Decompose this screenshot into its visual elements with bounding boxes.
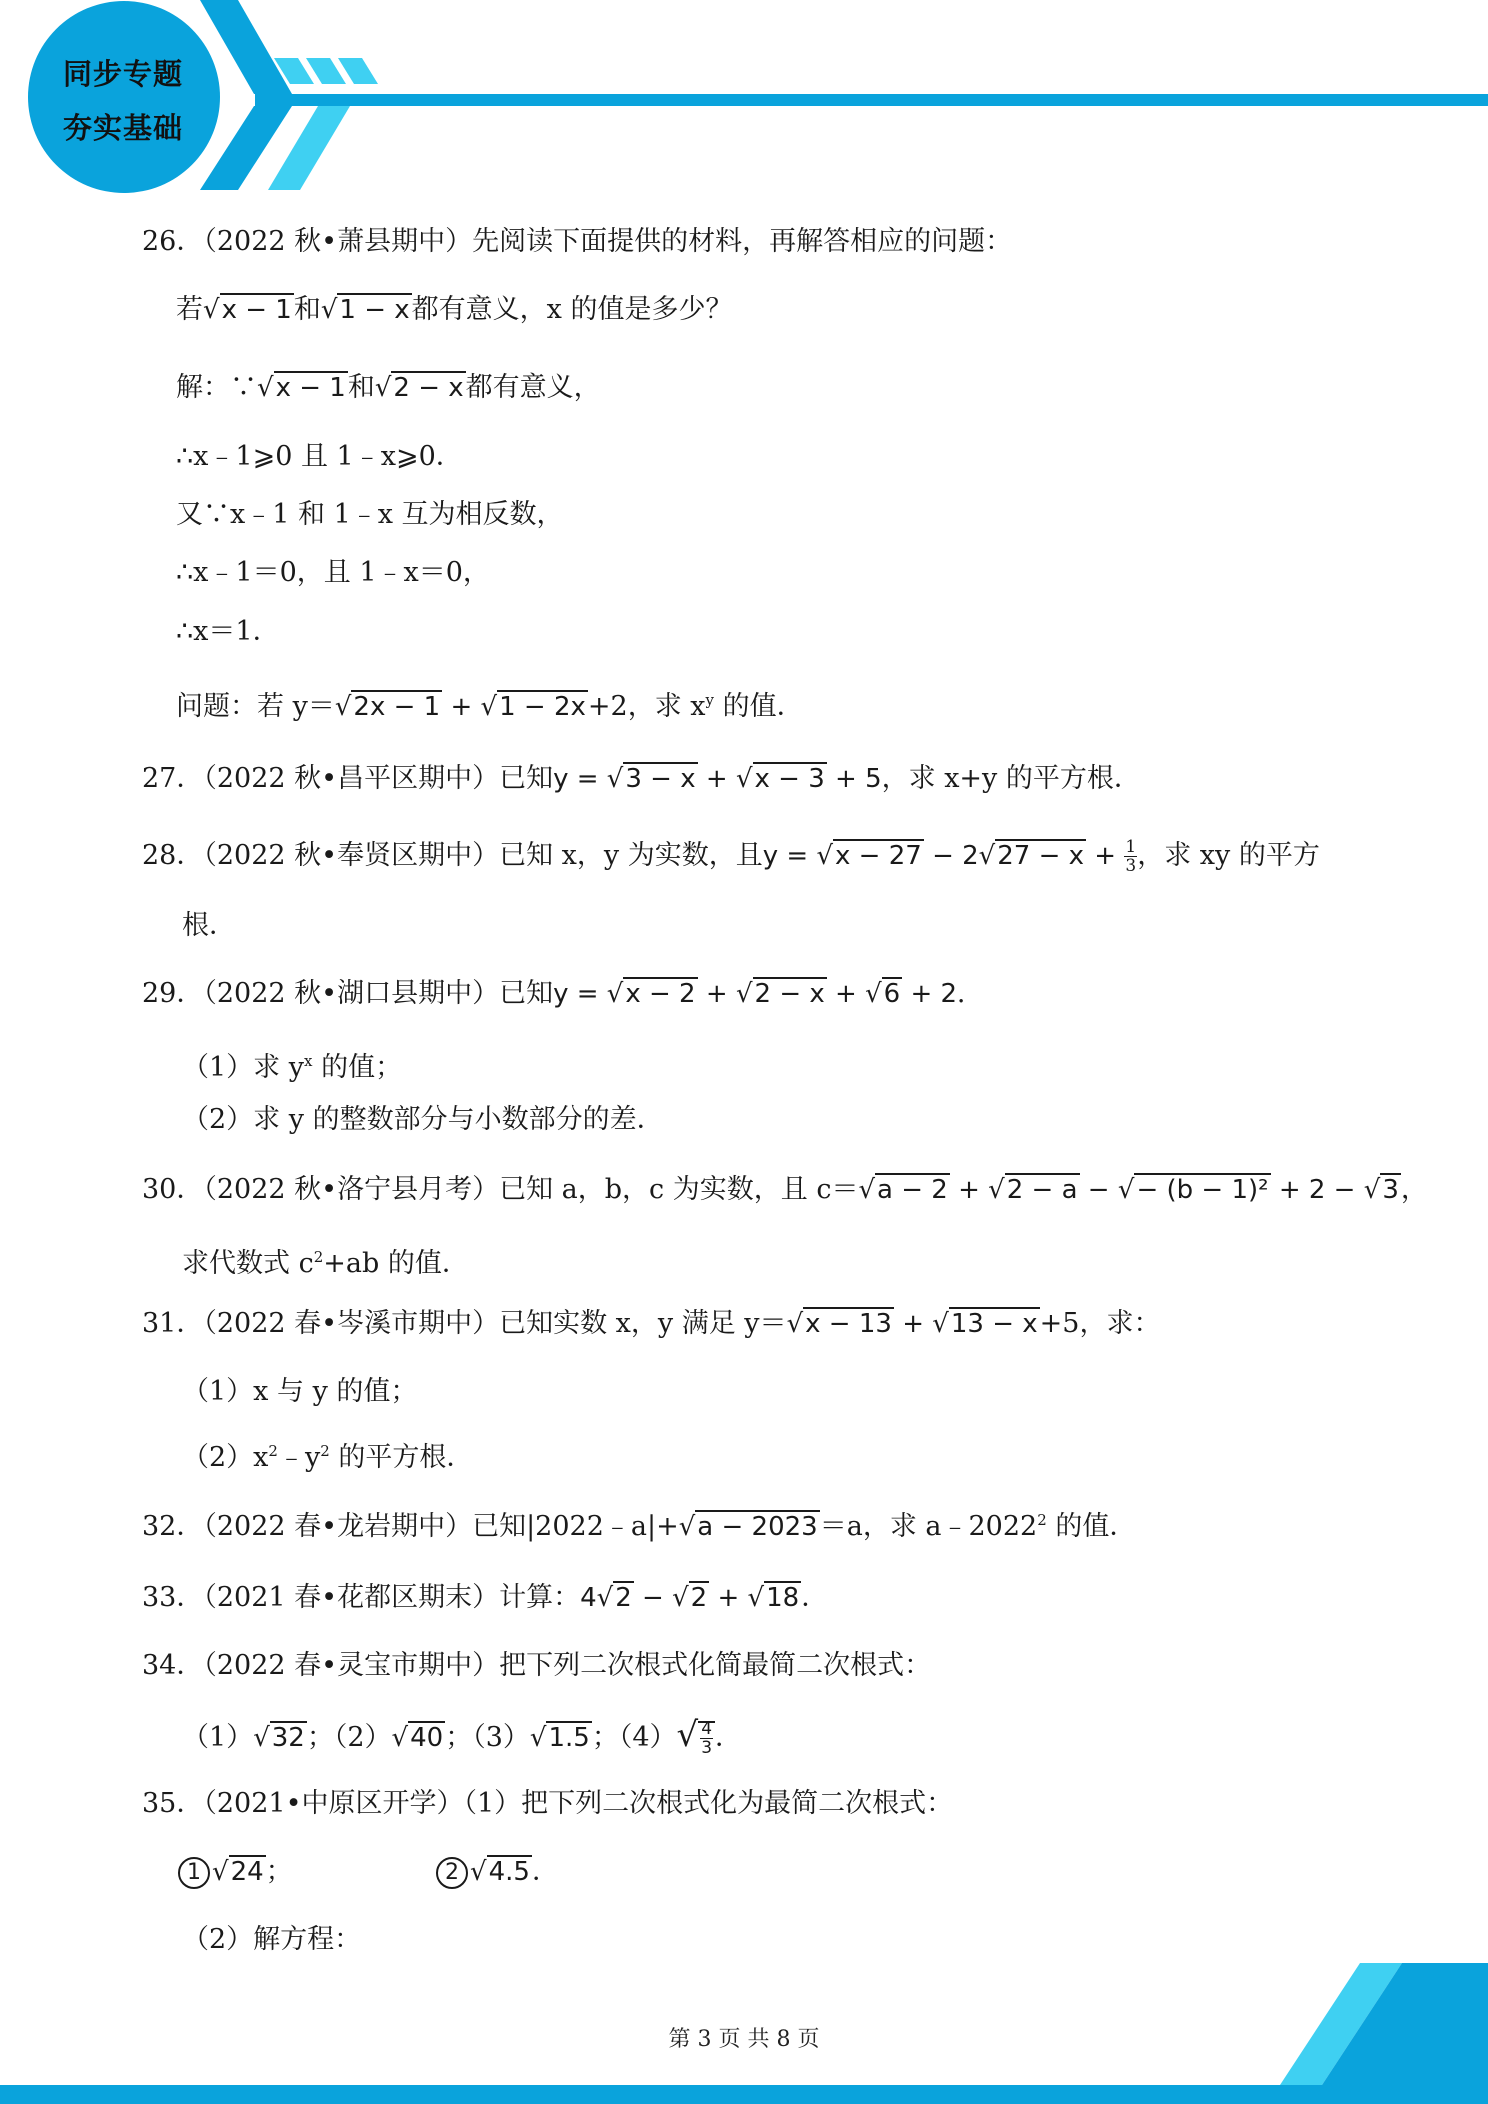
sqrt-expression: √1 − 2x [480,692,586,722]
operator: + [709,1583,748,1613]
radicand: 32 [271,1723,305,1753]
fraction [1124,838,1137,875]
question-34-parts [182,1717,742,1757]
question-31-part1: （1）x 与 y 的值； [182,1376,418,1407]
text: ，求 x+y 的平方根． [881,763,1141,794]
superscript: 2 [313,1248,324,1266]
radicand: 2 − x [393,373,464,403]
text: +5，求： [1039,1308,1161,1339]
circled-number: 2 [436,1857,468,1889]
question-26-solution-line4: ∴x﹣1＝0，且 1﹣x＝0， [176,557,490,588]
radicand: 18 [766,1583,800,1613]
question-26-solution-line5: ∴x＝1． [176,616,280,647]
superscript: x [304,1052,313,1070]
sqrt-expression: √x − 13 [786,1309,892,1339]
operator: + [442,692,481,722]
sqrt-expression: √2 − a [988,1175,1078,1205]
badge-title-line2: 夯实基础 [62,111,183,145]
question-33 [142,1580,828,1616]
sqrt-expression: √6 [865,979,901,1009]
text: （1） [182,1722,254,1753]
sqrt-expression: √18 [747,1583,800,1613]
text: 的值． [1046,1511,1137,1542]
text: +ab 的值． [323,1248,469,1279]
page-number: 第 3 页 共 8 页 [668,2027,820,2052]
radicand: 2 [690,1583,708,1613]
superscript: 2 [320,1442,330,1460]
radicand: 1 − 2x [499,692,586,722]
text: ；（3） [445,1722,530,1753]
sqrt-expression: √27 − x [978,841,1085,871]
question-31-part2 [182,1433,473,1476]
sqrt-expression: √3 − x [606,764,696,794]
header-stripe [338,58,378,84]
question-35-item1 [178,1854,293,1890]
denominator: 3 [1125,856,1137,876]
radicand: 40 [410,1723,444,1753]
sqrt-expression: √40 [391,1723,444,1753]
question-26-premise [176,292,732,328]
question-34-title: 34．（2022 春•灵宝市期中）把下列二次根式化简最简二次根式： [142,1650,932,1681]
header-banner [0,0,1488,200]
sqrt-expression: √2 − x [735,979,825,1009]
radicand: x − 1 [275,373,346,403]
text: ＝a，求 a﹣2022 [819,1511,1038,1542]
numerator: 4 [701,1719,713,1739]
sqrt-expression: √x − 27 [816,841,922,871]
question-35-title: 35．（2021•中原区开学）（1）把下列二次根式化为最简二次根式： [142,1788,954,1819]
radicand: x − 1 [221,295,292,325]
question-29 [142,976,983,1012]
question-26-title: 26．（2022 秋•萧县期中）先阅读下面提供的材料，再解答相应的问题： [142,226,1013,257]
text: 的值； [312,1052,403,1083]
text: 28．（2022 秋•奉贤区期中）已知 x，y 为实数，且 [142,840,763,871]
question-35-part2: （2）解方程： [182,1924,362,1955]
operator: − [1079,1175,1118,1205]
radicand: x − 27 [835,841,922,871]
radicand: 24 [230,1857,264,1887]
text: 29．（2022 秋•湖口县期中）已知 [142,978,554,1009]
question-28 [142,838,1320,875]
text: ；（2） [306,1722,392,1753]
sqrt-expression: √3 [1363,1175,1399,1205]
text: 的值． [714,691,804,722]
radicand: 6 [883,979,901,1009]
question-27 [142,761,1141,797]
operator: + [893,1309,933,1339]
sqrt-expression: √1.5 [529,1723,590,1753]
sqrt-expression: √13 − x [932,1309,1038,1339]
sqrt-expression: √1 − x [320,295,410,325]
math: y = [553,979,607,1009]
text: 若 [176,294,203,325]
text: 和 [293,294,321,325]
operator: + [697,979,736,1009]
radicand: 4.5 [488,1857,530,1887]
text: 32．（2022 春•龙岩期中）已知|2022﹣a|+ [142,1511,679,1542]
sqrt-expression: √− (b − 1)² [1117,1175,1269,1205]
header-badge-circle [28,1,220,193]
text: 的平方根． [329,1442,474,1473]
text: 问题：若 y＝ [176,691,335,722]
question-28-continued: 根． [182,910,236,941]
text: （1）求 y [182,1052,305,1083]
text: 都有意义，x 的值是多少？ [411,294,733,325]
sqrt-expression: √4.5 [470,1857,530,1887]
radicand: 2 − a [1006,1175,1078,1205]
sqrt-expression: √2 [596,1583,632,1613]
text: 30．（2022 秋•洛宁县月考）已知 a，b，c 为实数，且 c＝ [142,1174,859,1205]
question-29-part1 [182,1043,402,1086]
operator: + [949,1175,989,1205]
radicand: 2x − 1 [353,692,441,722]
radicand: x − 2 [625,979,696,1009]
math: + 2． [902,979,984,1009]
sqrt-expression: √a − 2023 [678,1512,818,1542]
text: ； [265,1856,293,1887]
radicand: x − 3 [754,764,825,794]
text: ． [531,1856,559,1887]
text: 31．（2022 春•岑溪市期中）已知实数 x，y 满足 y＝ [142,1308,787,1339]
text: 都有意义， [465,372,601,403]
text: ，求 xy 的平方 [1137,840,1320,871]
radicand: 13 − x [950,1309,1038,1339]
radicand: x − 13 [805,1309,892,1339]
question-26-problem [176,682,804,725]
sqrt-expression: √2x − 1 [334,692,441,722]
radicand: 27 − x [997,841,1085,871]
text: ． [715,1722,743,1753]
text: 求代数式 c [182,1248,314,1279]
sqrt-expression: √a − 2 [858,1175,948,1205]
math: − 2 [923,841,979,871]
sqrt-expression: √x − 3 [735,764,825,794]
question-29-part2: （2）求 y 的整数部分与小数部分的差． [182,1104,664,1135]
footer-rule [0,2085,1488,2104]
question-31 [142,1306,1160,1342]
math: y = [762,841,817,871]
sqrt-expression: √32 [253,1723,305,1753]
operator: + [697,764,736,794]
sqrt-expression: √24 [212,1857,264,1887]
operator: − [633,1583,673,1613]
question-26-solution-line1 [176,370,601,406]
math: + 5 [826,764,882,794]
radicand: a − 2 [877,1175,948,1205]
question-32 [142,1502,1136,1545]
math: y = [553,764,607,794]
math: + 2 − [1270,1175,1364,1205]
superscript: y [705,691,715,709]
sqrt-expression: √x − 1 [257,373,346,403]
text: （2）x [182,1442,269,1473]
radicand: 1.5 [548,1723,590,1753]
radicand: 2 [615,1583,632,1613]
sqrt-fraction: √ $\frac{4}{3}$ [677,1717,716,1757]
radicand: − (b − 1)² [1136,1175,1269,1205]
text: ；（4） [591,1722,677,1753]
circled-number: 1 [178,1857,210,1889]
sqrt-expression: √x − 2 [606,979,696,1009]
text: ﹣y [277,1442,321,1473]
text: 27．（2022 秋•昌平区期中）已知 [142,763,554,794]
radicand: 3 [1382,1175,1399,1205]
question-30-continued [182,1239,469,1282]
question-30 [142,1172,1428,1208]
sqrt-expression: √2 [672,1583,708,1613]
text: 解：∵ [176,372,257,403]
text: ， [1400,1174,1428,1205]
superscript: 2 [268,1442,278,1460]
question-35-item2 [436,1854,559,1890]
radicand: 1 − x [339,295,410,325]
text: 33．（2021 春•花都区期末）计算： [142,1582,581,1613]
header-rule [255,94,1488,106]
superscript: 2 [1037,1511,1047,1529]
sqrt-expression: √2 − x [374,373,464,403]
question-26-solution-line3: 又∵x﹣1 和 1﹣x 互为相反数， [176,499,564,530]
sqrt-expression: √x − 1 [203,295,292,325]
text: +2，求 x [587,691,706,722]
question-26-solution-line2: ∴x﹣1⩾0 且 1﹣x⩾0． [176,441,463,472]
denominator: 3 [701,1738,713,1758]
text: ． [801,1582,829,1613]
badge-title-line1: 同步专题 [62,57,183,91]
radicand: 2 − x [754,979,825,1009]
operator: + [826,979,866,1009]
operator: + [1086,841,1125,871]
text: 和 [347,372,375,403]
numerator: 1 [1125,837,1137,857]
fraction [700,1720,713,1757]
header-stripe [306,58,346,84]
math: 4 [580,1583,597,1613]
radicand: a − 2023 [697,1512,818,1542]
radicand: 3 − x [625,764,696,794]
